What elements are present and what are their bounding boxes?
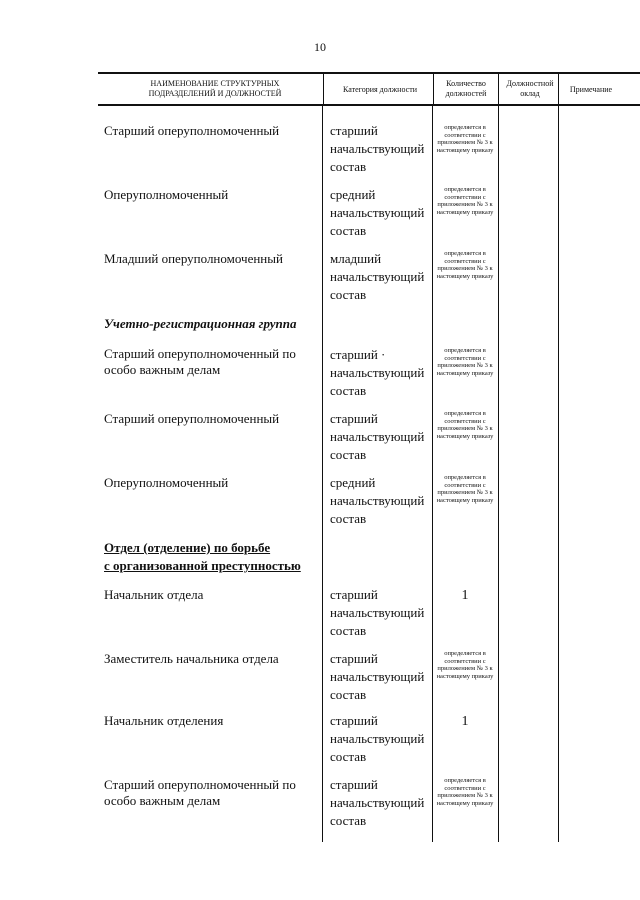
position-category: старший начальствующий состав bbox=[330, 411, 425, 462]
col-divider-2 bbox=[433, 72, 434, 106]
position-name: Старший оперуполномоченный bbox=[104, 123, 280, 138]
position-name: Заместитель начальника отдела bbox=[104, 651, 279, 666]
section-title-registration-group: Учетно-регистрационная группа bbox=[104, 316, 297, 331]
col-divider-3 bbox=[498, 72, 499, 106]
position-category: старший начальствующий состав bbox=[330, 587, 425, 638]
position-count: 1 bbox=[461, 714, 469, 729]
position-count: определяется в соответствии с приложением № 3 к настоящему приказу bbox=[436, 124, 494, 154]
position-count: определяется в соответствии с приложением № 3 к настоящему приказу bbox=[436, 474, 494, 504]
header-col-count: Количество должностей bbox=[445, 79, 487, 98]
position-count: определяется в соответствии с приложением № 3 к настоящему приказу bbox=[436, 347, 494, 377]
body-divider-2 bbox=[432, 106, 433, 842]
col-divider-1 bbox=[323, 72, 324, 106]
header-col-note: Примечание bbox=[569, 85, 613, 94]
page-number: 10 bbox=[314, 40, 326, 54]
position-category: младший начальствующий состав bbox=[330, 251, 425, 302]
position-name: Оперуполномоченный bbox=[104, 475, 229, 490]
position-category: средний начальствующий состав bbox=[330, 187, 425, 238]
col-divider-4 bbox=[558, 72, 559, 106]
position-category: старший начальствующий состав bbox=[330, 713, 425, 764]
section-title-line-2: с организованной преступностью bbox=[104, 558, 301, 573]
position-name: Старший оперуполномоченный по особо важным делам bbox=[104, 346, 296, 377]
body-divider-3 bbox=[498, 106, 499, 842]
position-category: старший начальствующий состав bbox=[330, 123, 425, 174]
position-count: определяется в соответствии с приложением № 3 к настоящему приказу bbox=[436, 777, 494, 807]
position-name: Старший оперуполномоченный по особо важным делам bbox=[104, 777, 296, 808]
header-col-salary: Должностной оклад bbox=[506, 79, 554, 98]
position-category: средний начальствующий состав bbox=[330, 475, 425, 526]
position-count: определяется в соответствии с приложением № 3 к настоящему приказу bbox=[436, 250, 494, 280]
body-divider-1 bbox=[322, 106, 323, 842]
position-category: старший · начальствующий состав bbox=[330, 347, 425, 398]
position-category: старший начальствующий состав bbox=[330, 777, 425, 828]
section-title-organized-crime bbox=[104, 539, 301, 575]
body-divider-4 bbox=[558, 106, 559, 842]
position-name: Старший оперуполномоченный bbox=[104, 411, 280, 426]
position-name: Оперуполномоченный bbox=[104, 187, 229, 202]
position-count: определяется в соответствии с приложением № 3 к настоящему приказу bbox=[436, 186, 494, 216]
position-count: определяется в соответствии с приложением № 3 к настоящему приказу bbox=[436, 410, 494, 440]
position-name: Младший оперуполномоченный bbox=[104, 251, 283, 266]
header-col-name: НАИМЕНОВАНИЕ СТРУКТУРНЫХ ПОДРАЗДЕЛЕНИЙ И ДОЛЖНОСТЕЙ bbox=[148, 79, 282, 98]
position-name: Начальник отделения bbox=[104, 713, 224, 728]
position-category: старший начальствующий состав bbox=[330, 651, 425, 702]
section-title-line-1: Отдел (отделение) по борьбе bbox=[104, 540, 271, 555]
position-name: Начальник отдела bbox=[104, 587, 204, 602]
header-col-category: Категория должности bbox=[343, 85, 417, 94]
position-count: определяется в соответствии с приложением № 3 к настоящему приказу bbox=[436, 650, 494, 680]
position-count: 1 bbox=[461, 588, 469, 603]
